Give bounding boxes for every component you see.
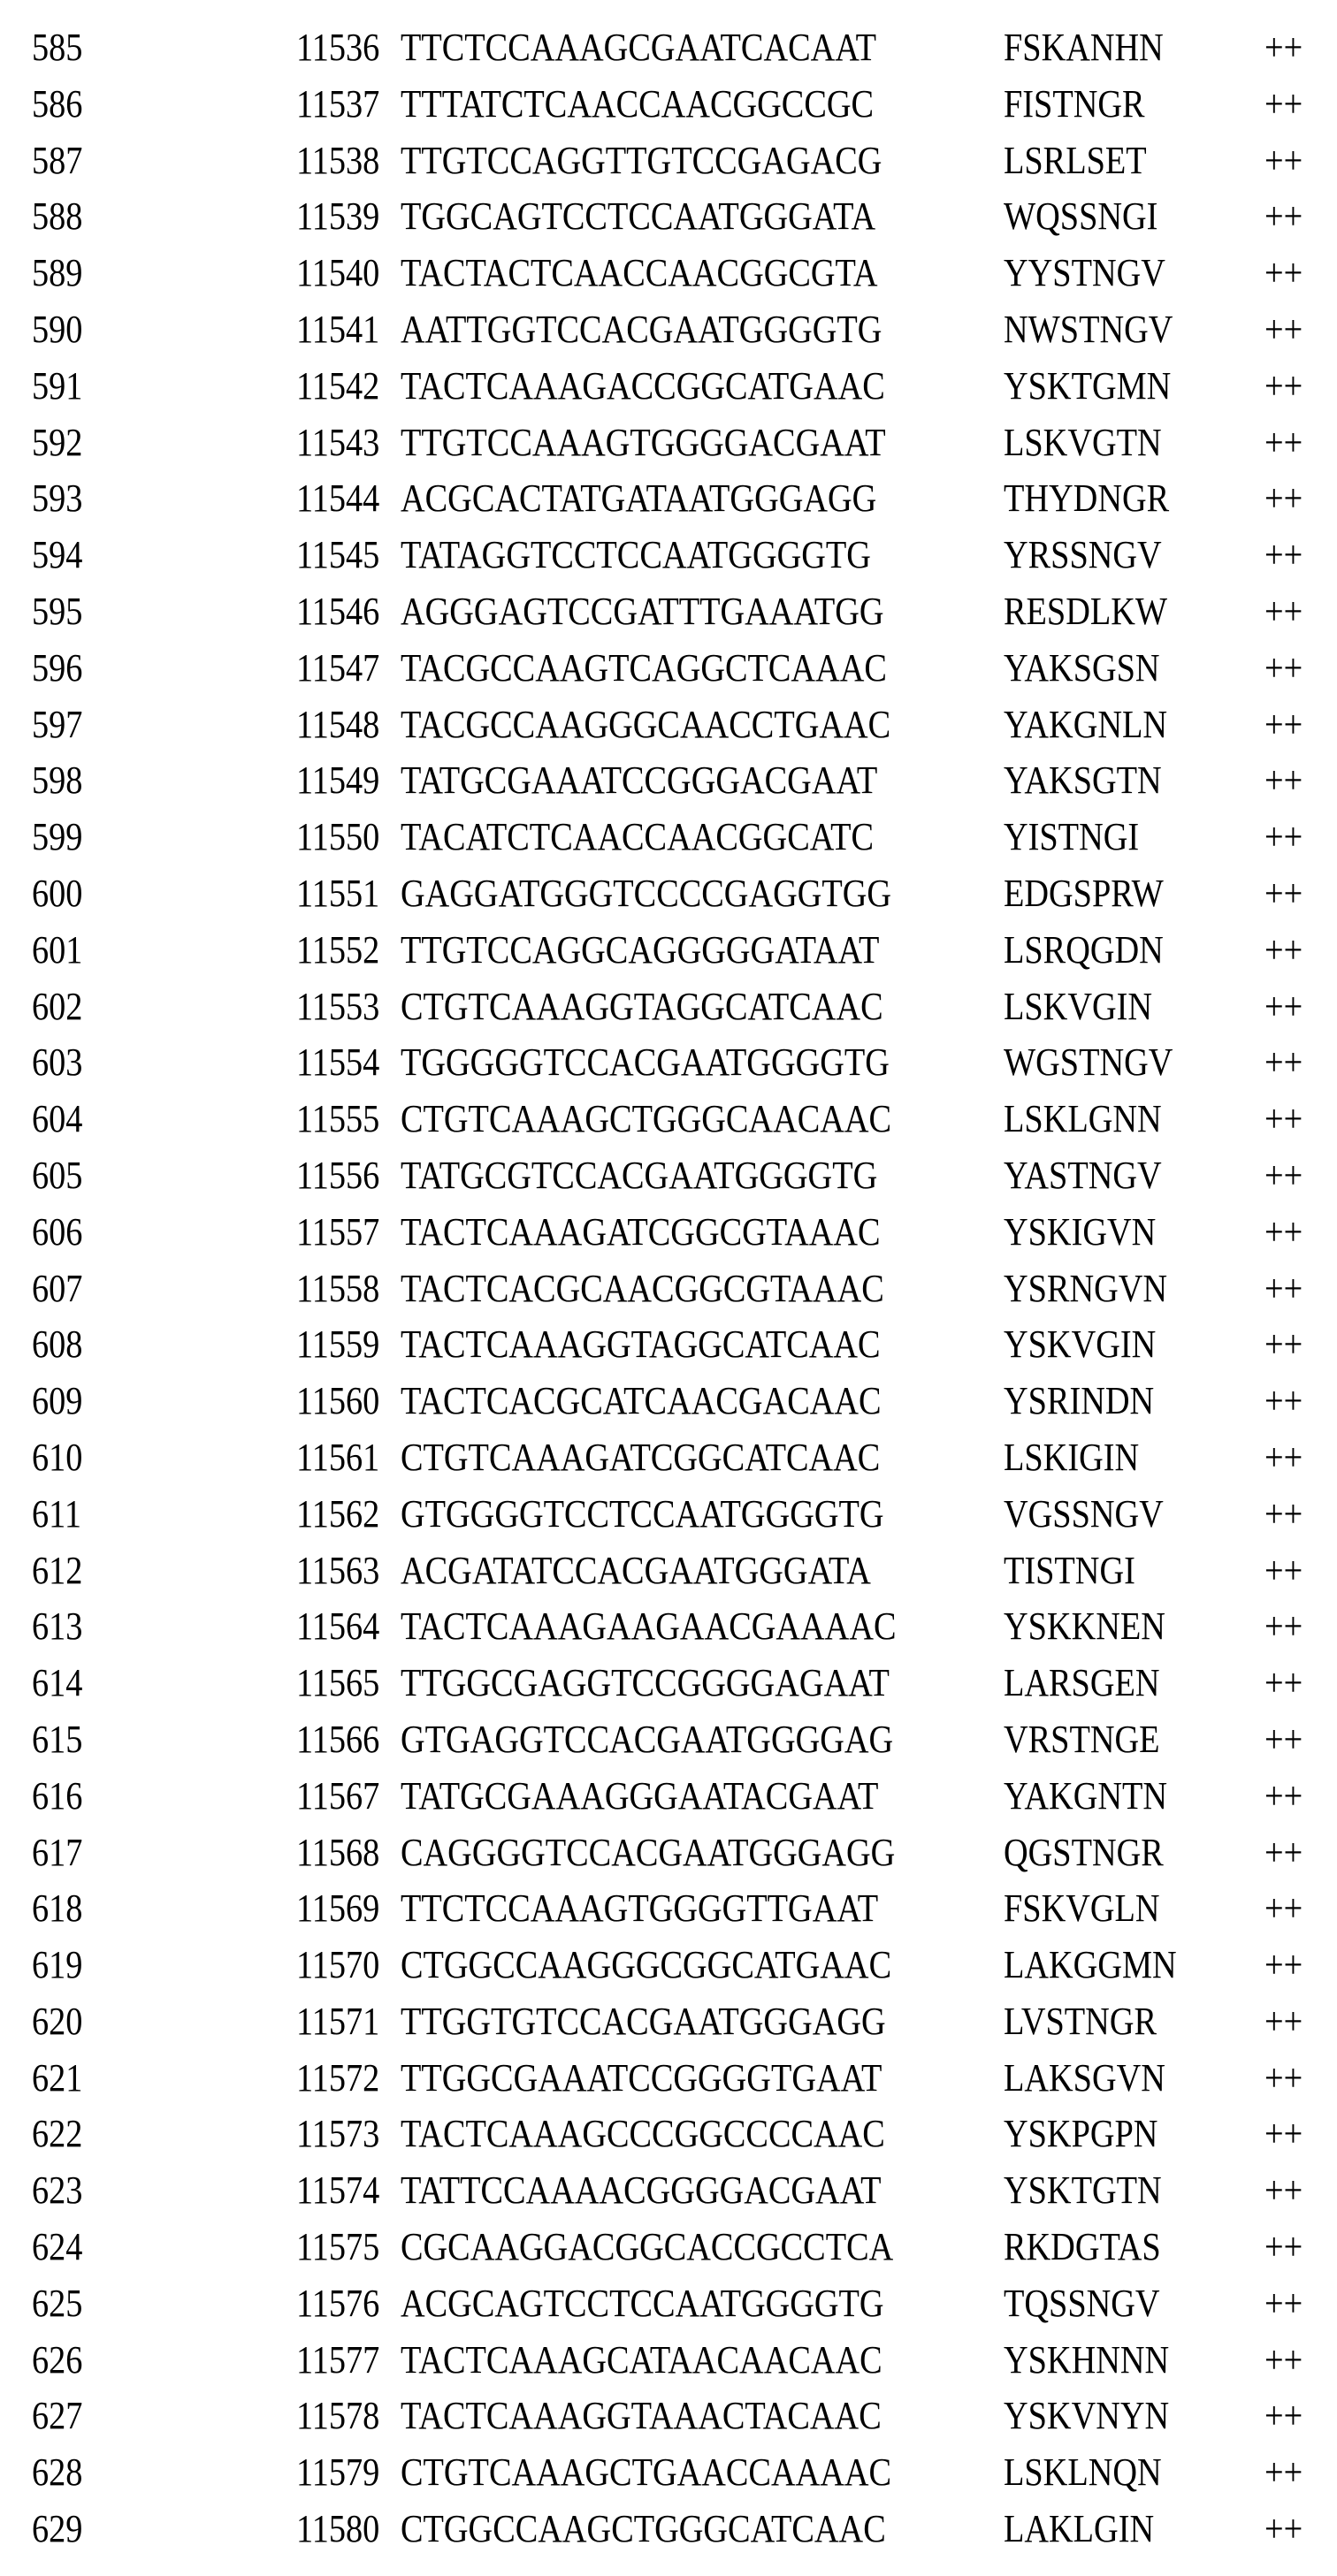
row-number: 614 [32, 1655, 82, 1711]
row-number: 618 [32, 1880, 82, 1937]
row-number: 596 [32, 640, 82, 697]
sequence-id: 11538 [296, 133, 379, 189]
table-row [0, 2388, 1337, 2444]
table-row [0, 1429, 1337, 1486]
nucleotide-sequence: ACGCACTATGATAATGGGAGG [401, 470, 876, 527]
row-number: 627 [32, 2388, 82, 2444]
activity-score: ++ [1264, 1204, 1303, 1261]
peptide-sequence: RKDGTAS [1004, 2219, 1161, 2275]
activity-score: ++ [1264, 922, 1303, 979]
nucleotide-sequence: GTGAGGTCCACGAATGGGGAG [401, 1711, 893, 1768]
table-row [0, 922, 1337, 979]
sequence-id: 11555 [296, 1091, 379, 1147]
activity-score: ++ [1264, 2444, 1303, 2501]
table-row [0, 1034, 1337, 1091]
table-row [0, 1825, 1337, 1881]
activity-score: ++ [1264, 415, 1303, 471]
sequence-id: 11573 [296, 2106, 379, 2162]
nucleotide-sequence: TTCTCCAAAGCGAATCACAAT [401, 19, 876, 76]
nucleotide-sequence: TACTCAAAGCCCGGCCCCAAC [401, 2106, 885, 2162]
row-number: 597 [32, 697, 82, 753]
peptide-sequence: FSKVGLN [1004, 1880, 1160, 1937]
sequence-id: 11574 [296, 2162, 379, 2219]
nucleotide-sequence: TTGTCCAAAGTGGGGACGAAT [401, 415, 886, 471]
table-row [0, 865, 1337, 922]
row-number: 602 [32, 979, 82, 1035]
row-number: 588 [32, 188, 82, 245]
peptide-sequence: RESDLKW [1004, 583, 1167, 640]
activity-score: ++ [1264, 1825, 1303, 1881]
peptide-sequence: YSKPGPN [1004, 2106, 1157, 2162]
activity-score: ++ [1264, 2219, 1303, 2275]
table-row [0, 188, 1337, 245]
peptide-sequence: YSRINDN [1004, 1373, 1154, 1429]
nucleotide-sequence: CAGGGGTCCACGAATGGGAGG [401, 1825, 895, 1881]
nucleotide-sequence: TATTCCAAAACGGGGACGAAT [401, 2162, 881, 2219]
nucleotide-sequence: TACATCTCAACCAACGGCATC [401, 809, 874, 865]
activity-score: ++ [1264, 752, 1303, 809]
peptide-sequence: YSKVNYN [1004, 2388, 1169, 2444]
nucleotide-sequence: TATGCGAAAGGGAATACGAAT [401, 1768, 878, 1825]
peptide-sequence: YYSTNGV [1004, 245, 1165, 301]
row-number: 598 [32, 752, 82, 809]
row-number: 594 [32, 527, 82, 583]
activity-score: ++ [1264, 979, 1303, 1035]
activity-score: ++ [1264, 1091, 1303, 1147]
sequence-id: 11537 [296, 76, 379, 133]
activity-score: ++ [1264, 865, 1303, 922]
row-number: 616 [32, 1768, 82, 1825]
nucleotide-sequence: TATGCGAAATCCGGGACGAAT [401, 752, 877, 809]
sequence-id: 11570 [296, 1937, 379, 1993]
nucleotide-sequence: GTGGGGTCCTCCAATGGGGTG [401, 1486, 884, 1543]
peptide-sequence: YSKHNNN [1004, 2332, 1169, 2389]
sequence-id: 11564 [296, 1598, 379, 1655]
table-row [0, 358, 1337, 415]
nucleotide-sequence: CTGTCAAAGCTGGGCAACAAC [401, 1091, 891, 1147]
row-number: 590 [32, 301, 82, 358]
peptide-sequence: YSKIGVN [1004, 1204, 1156, 1261]
nucleotide-sequence: ACGATATCCACGAATGGGATA [401, 1543, 871, 1599]
row-number: 586 [32, 76, 82, 133]
peptide-sequence: LAKLGIN [1004, 2501, 1154, 2557]
peptide-sequence: YSKKNEN [1004, 1598, 1165, 1655]
row-number: 600 [32, 865, 82, 922]
peptide-sequence: LAKGGMN [1004, 1937, 1177, 1993]
table-row [0, 301, 1337, 358]
row-number: 617 [32, 1825, 82, 1881]
nucleotide-sequence: TTGGCGAAATCCGGGGTGAAT [401, 2050, 882, 2107]
nucleotide-sequence: TACTCACGCATCAACGACAAC [401, 1373, 882, 1429]
sequence-id: 11552 [296, 922, 379, 979]
nucleotide-sequence: CTGTCAAAGGTAGGCATCAAC [401, 979, 883, 1035]
peptide-sequence: LARSGEN [1004, 1655, 1160, 1711]
peptide-sequence: YAKSGSN [1004, 640, 1160, 697]
peptide-sequence: YAKGNLN [1004, 697, 1167, 753]
activity-score: ++ [1264, 2388, 1303, 2444]
activity-score: ++ [1264, 1768, 1303, 1825]
peptide-sequence: YISTNGI [1004, 809, 1139, 865]
table-row [0, 752, 1337, 809]
sequence-id: 11566 [296, 1711, 379, 1768]
activity-score: ++ [1264, 1486, 1303, 1543]
peptide-sequence: LSKLNQN [1004, 2444, 1162, 2501]
row-number: 599 [32, 809, 82, 865]
row-number: 605 [32, 1147, 82, 1204]
nucleotide-sequence: TATAGGTCCTCCAATGGGGTG [401, 527, 871, 583]
sequence-id: 11545 [296, 527, 379, 583]
activity-score: ++ [1264, 697, 1303, 753]
nucleotide-sequence: TTTATCTCAACCAACGGCCGC [401, 76, 874, 133]
table-row [0, 979, 1337, 1035]
activity-score: ++ [1264, 245, 1303, 301]
peptide-sequence: YRSSNGV [1004, 527, 1162, 583]
table-row [0, 1937, 1337, 1993]
sequence-id: 11558 [296, 1261, 379, 1317]
activity-score: ++ [1264, 1147, 1303, 1204]
table-row [0, 583, 1337, 640]
row-number: 611 [32, 1486, 81, 1543]
peptide-sequence: LVSTNGR [1004, 1993, 1157, 2050]
nucleotide-sequence: TACTCAAAGATCGGCGTAAAC [401, 1204, 881, 1261]
sequence-id: 11539 [296, 188, 379, 245]
peptide-sequence: LAKSGVN [1004, 2050, 1165, 2107]
nucleotide-sequence: GAGGATGGGTCCCCGAGGTGG [401, 865, 891, 922]
sequence-id: 11561 [296, 1429, 379, 1486]
sequence-id: 11553 [296, 979, 379, 1035]
table-row [0, 19, 1337, 76]
table-row [0, 2444, 1337, 2501]
sequence-id: 11577 [296, 2332, 379, 2389]
table-row [0, 1543, 1337, 1599]
peptide-sequence: FISTNGR [1004, 76, 1145, 133]
nucleotide-sequence: TACGCCAAGTCAGGCTCAAAC [401, 640, 887, 697]
activity-score: ++ [1264, 1993, 1303, 2050]
nucleotide-sequence: CTGGCCAAGGGCGGCATGAAC [401, 1937, 891, 1993]
row-number: 585 [32, 19, 82, 76]
sequence-id: 11567 [296, 1768, 379, 1825]
activity-score: ++ [1264, 76, 1303, 133]
sequence-id: 11572 [296, 2050, 379, 2107]
table-row [0, 809, 1337, 865]
table-row [0, 1486, 1337, 1543]
sequence-id: 11554 [296, 1034, 379, 1091]
table-row [0, 527, 1337, 583]
nucleotide-sequence: AGGGAGTCCGATTTGAAATGG [401, 583, 884, 640]
table-row [0, 2219, 1337, 2275]
activity-score: ++ [1264, 188, 1303, 245]
sequence-id: 11542 [296, 358, 379, 415]
peptide-sequence: QGSTNGR [1004, 1825, 1164, 1881]
activity-score: ++ [1264, 640, 1303, 697]
table-row [0, 470, 1337, 527]
sequence-id: 11571 [296, 1993, 379, 2050]
peptide-sequence: LSRLSET [1004, 133, 1147, 189]
row-number: 628 [32, 2444, 82, 2501]
nucleotide-sequence: TACTCACGCAACGGCGTAAAC [401, 1261, 884, 1317]
nucleotide-sequence: TACTCAAAGCATAACAACAAC [401, 2332, 882, 2389]
activity-score: ++ [1264, 2162, 1303, 2219]
row-number: 626 [32, 2332, 82, 2389]
sequence-table [0, 19, 1337, 2557]
peptide-sequence: EDGSPRW [1004, 865, 1164, 922]
nucleotide-sequence: TACTCAAAGAAGAACGAAAAC [401, 1598, 897, 1655]
nucleotide-sequence: CGCAAGGACGGCACCGCCTCA [401, 2219, 893, 2275]
sequence-id: 11579 [296, 2444, 379, 2501]
sequence-id: 11563 [296, 1543, 379, 1599]
activity-score: ++ [1264, 1373, 1303, 1429]
peptide-sequence: YAKSGTN [1004, 752, 1162, 809]
row-number: 592 [32, 415, 82, 471]
row-number: 603 [32, 1034, 82, 1091]
activity-score: ++ [1264, 2106, 1303, 2162]
row-number: 593 [32, 470, 82, 527]
peptide-sequence: FSKANHN [1004, 19, 1164, 76]
table-row [0, 2106, 1337, 2162]
peptide-sequence: VRSTNGE [1004, 1711, 1160, 1768]
table-row [0, 1598, 1337, 1655]
row-number: 595 [32, 583, 82, 640]
peptide-sequence: LSRQGDN [1004, 922, 1164, 979]
row-number: 608 [32, 1316, 82, 1373]
row-number: 609 [32, 1373, 82, 1429]
sequence-id: 11578 [296, 2388, 379, 2444]
table-row [0, 1091, 1337, 1147]
sequence-id: 11569 [296, 1880, 379, 1937]
activity-score: ++ [1264, 19, 1303, 76]
sequence-id: 11540 [296, 245, 379, 301]
sequence-id: 11568 [296, 1825, 379, 1881]
activity-score: ++ [1264, 527, 1303, 583]
row-number: 610 [32, 1429, 82, 1486]
activity-score: ++ [1264, 1655, 1303, 1711]
table-row [0, 1768, 1337, 1825]
sequence-id: 11541 [296, 301, 379, 358]
row-number: 623 [32, 2162, 82, 2219]
sequence-id: 11576 [296, 2275, 379, 2332]
sequence-id: 11562 [296, 1486, 379, 1543]
nucleotide-sequence: TTGTCCAGGCAGGGGGATAAT [401, 922, 879, 979]
activity-score: ++ [1264, 1034, 1303, 1091]
table-row [0, 1373, 1337, 1429]
peptide-sequence: YSKTGMN [1004, 358, 1171, 415]
activity-score: ++ [1264, 470, 1303, 527]
table-row [0, 133, 1337, 189]
peptide-sequence: YAKGNTN [1004, 1768, 1167, 1825]
sequence-id: 11548 [296, 697, 379, 753]
row-number: 604 [32, 1091, 82, 1147]
activity-score: ++ [1264, 1429, 1303, 1486]
row-number: 606 [32, 1204, 82, 1261]
row-number: 625 [32, 2275, 82, 2332]
activity-score: ++ [1264, 301, 1303, 358]
row-number: 601 [32, 922, 82, 979]
sequence-id: 11551 [296, 865, 379, 922]
table-row [0, 640, 1337, 697]
row-number: 589 [32, 245, 82, 301]
table-row [0, 2275, 1337, 2332]
activity-score: ++ [1264, 1543, 1303, 1599]
table-row [0, 1316, 1337, 1373]
activity-score: ++ [1264, 809, 1303, 865]
nucleotide-sequence: TGGGGGTCCACGAATGGGGTG [401, 1034, 890, 1091]
nucleotide-sequence: TACGCCAAGGGCAACCTGAAC [401, 697, 890, 753]
activity-score: ++ [1264, 2501, 1303, 2557]
activity-score: ++ [1264, 1598, 1303, 1655]
peptide-sequence: LSKIGIN [1004, 1429, 1139, 1486]
peptide-sequence: LSKVGTN [1004, 415, 1162, 471]
table-row [0, 1655, 1337, 1711]
peptide-sequence: YASTNGV [1004, 1147, 1162, 1204]
table-row [0, 2501, 1337, 2557]
activity-score: ++ [1264, 2050, 1303, 2107]
nucleotide-sequence: TGGCAGTCCTCCAATGGGATA [401, 188, 875, 245]
table-row [0, 1261, 1337, 1317]
nucleotide-sequence: TACTACTCAACCAACGGCGTA [401, 245, 878, 301]
activity-score: ++ [1264, 1880, 1303, 1937]
nucleotide-sequence: TACTCAAAGGTAAACTACAAC [401, 2388, 882, 2444]
sequence-id: 11556 [296, 1147, 379, 1204]
row-number: 624 [32, 2219, 82, 2275]
peptide-sequence: TQSSNGV [1004, 2275, 1160, 2332]
nucleotide-sequence: TTGTCCAGGTTGTCCGAGACG [401, 133, 882, 189]
activity-score: ++ [1264, 1711, 1303, 1768]
peptide-sequence: WQSSNGI [1004, 188, 1157, 245]
nucleotide-sequence: AATTGGTCCACGAATGGGGTG [401, 301, 882, 358]
row-number: 613 [32, 1598, 82, 1655]
sequence-id: 11575 [296, 2219, 379, 2275]
row-number: 629 [32, 2501, 82, 2557]
nucleotide-sequence: TTCTCCAAAGTGGGGTTGAAT [401, 1880, 878, 1937]
nucleotide-sequence: CTGTCAAAGATCGGCATCAAC [401, 1429, 880, 1486]
nucleotide-sequence: ACGCAGTCCTCCAATGGGGTG [401, 2275, 884, 2332]
sequence-id: 11544 [296, 470, 379, 527]
peptide-sequence: THYDNGR [1004, 470, 1169, 527]
activity-score: ++ [1264, 358, 1303, 415]
table-row [0, 2050, 1337, 2107]
peptide-sequence: VGSSNGV [1004, 1486, 1164, 1543]
nucleotide-sequence: TATGCGTCCACGAATGGGGTG [401, 1147, 877, 1204]
table-row [0, 1711, 1337, 1768]
sequence-id: 11543 [296, 415, 379, 471]
peptide-sequence: YSKTGTN [1004, 2162, 1162, 2219]
nucleotide-sequence: CTGTCAAAGCTGAACCAAAAC [401, 2444, 891, 2501]
table-row [0, 1993, 1337, 2050]
table-row [0, 245, 1337, 301]
table-row [0, 697, 1337, 753]
sequence-id: 11565 [296, 1655, 379, 1711]
table-row [0, 2332, 1337, 2389]
sequence-id: 11536 [296, 19, 379, 76]
table-row [0, 1880, 1337, 1937]
row-number: 622 [32, 2106, 82, 2162]
peptide-sequence: LSKVGIN [1004, 979, 1152, 1035]
peptide-sequence: NWSTNGV [1004, 301, 1173, 358]
activity-score: ++ [1264, 2275, 1303, 2332]
table-row [0, 2162, 1337, 2219]
row-number: 587 [32, 133, 82, 189]
sequence-id: 11546 [296, 583, 379, 640]
row-number: 615 [32, 1711, 82, 1768]
activity-score: ++ [1264, 1261, 1303, 1317]
sequence-id: 11549 [296, 752, 379, 809]
row-number: 612 [32, 1543, 82, 1599]
nucleotide-sequence: TTGGCGAGGTCCGGGGAGAAT [401, 1655, 890, 1711]
table-row [0, 415, 1337, 471]
table-row [0, 76, 1337, 133]
sequence-id: 11550 [296, 809, 379, 865]
row-number: 591 [32, 358, 82, 415]
peptide-sequence: TISTNGI [1004, 1543, 1135, 1599]
row-number: 619 [32, 1937, 82, 1993]
activity-score: ++ [1264, 583, 1303, 640]
nucleotide-sequence: CTGGCCAAGCTGGGCATCAAC [401, 2501, 886, 2557]
sequence-id: 11580 [296, 2501, 379, 2557]
table-row [0, 1147, 1337, 1204]
peptide-sequence: YSRNGVN [1004, 1261, 1167, 1317]
sequence-id: 11557 [296, 1204, 379, 1261]
activity-score: ++ [1264, 2332, 1303, 2389]
row-number: 620 [32, 1993, 82, 2050]
sequence-id: 11559 [296, 1316, 379, 1373]
activity-score: ++ [1264, 1937, 1303, 1993]
row-number: 621 [32, 2050, 82, 2107]
peptide-sequence: LSKLGNN [1004, 1091, 1162, 1147]
nucleotide-sequence: TTGGTGTCCACGAATGGGAGG [401, 1993, 886, 2050]
sequence-id: 11560 [296, 1373, 379, 1429]
nucleotide-sequence: TACTCAAAGACCGGCATGAAC [401, 358, 885, 415]
table-row [0, 1204, 1337, 1261]
activity-score: ++ [1264, 133, 1303, 189]
sequence-id: 11547 [296, 640, 379, 697]
row-number: 607 [32, 1261, 82, 1317]
nucleotide-sequence: TACTCAAAGGTAGGCATCAAC [401, 1316, 881, 1373]
activity-score: ++ [1264, 1316, 1303, 1373]
peptide-sequence: WGSTNGV [1004, 1034, 1173, 1091]
peptide-sequence: YSKVGIN [1004, 1316, 1156, 1373]
